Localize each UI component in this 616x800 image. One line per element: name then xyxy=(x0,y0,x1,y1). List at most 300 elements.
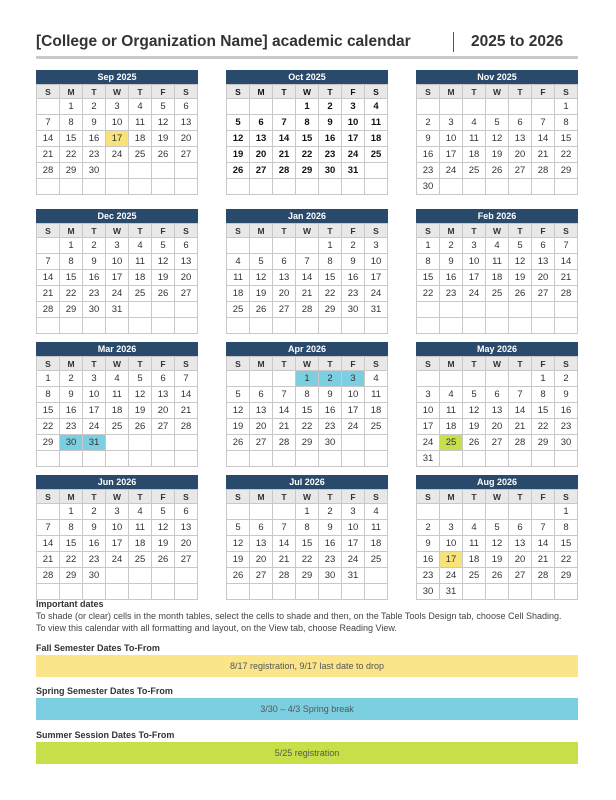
day-cell[interactable]: 24 xyxy=(463,286,486,302)
day-cell[interactable]: 4 xyxy=(440,387,463,403)
day-cell[interactable] xyxy=(509,179,532,195)
day-cell[interactable]: 30 xyxy=(60,435,83,451)
day-cell[interactable]: 27 xyxy=(532,286,555,302)
day-cell[interactable]: 27 xyxy=(273,302,296,318)
day-cell[interactable]: 4 xyxy=(129,238,152,254)
day-cell[interactable]: 13 xyxy=(273,270,296,286)
day-cell[interactable]: 11 xyxy=(486,254,509,270)
day-cell[interactable]: 29 xyxy=(555,568,578,584)
day-cell[interactable] xyxy=(250,238,273,254)
day-cell[interactable] xyxy=(60,179,83,195)
day-cell[interactable]: 26 xyxy=(152,147,175,163)
day-cell[interactable]: 3 xyxy=(365,238,388,254)
day-cell[interactable]: 23 xyxy=(319,147,342,163)
day-cell[interactable]: 10 xyxy=(83,387,106,403)
day-cell[interactable] xyxy=(129,435,152,451)
day-cell[interactable]: 22 xyxy=(319,286,342,302)
day-cell[interactable]: 6 xyxy=(250,115,273,131)
day-cell[interactable]: 2 xyxy=(83,238,106,254)
day-cell[interactable]: 8 xyxy=(296,520,319,536)
day-cell[interactable]: 31 xyxy=(440,584,463,600)
day-cell[interactable]: 16 xyxy=(60,403,83,419)
day-cell[interactable] xyxy=(175,435,198,451)
day-cell[interactable] xyxy=(486,371,509,387)
day-cell[interactable]: 9 xyxy=(342,254,365,270)
day-cell[interactable]: 8 xyxy=(296,115,319,131)
day-cell[interactable] xyxy=(152,318,175,334)
day-cell[interactable]: 4 xyxy=(365,504,388,520)
day-cell[interactable]: 6 xyxy=(509,520,532,536)
day-cell[interactable]: 30 xyxy=(417,584,440,600)
day-cell[interactable] xyxy=(250,451,273,467)
day-cell[interactable]: 25 xyxy=(486,286,509,302)
day-cell[interactable] xyxy=(532,99,555,115)
day-cell[interactable] xyxy=(486,302,509,318)
day-cell[interactable]: 29 xyxy=(60,163,83,179)
day-cell[interactable]: 9 xyxy=(319,387,342,403)
day-cell[interactable]: 20 xyxy=(175,131,198,147)
day-cell[interactable] xyxy=(37,504,60,520)
day-cell[interactable]: 21 xyxy=(37,147,60,163)
day-cell[interactable] xyxy=(365,451,388,467)
day-cell[interactable] xyxy=(273,179,296,195)
day-cell[interactable]: 23 xyxy=(555,419,578,435)
day-cell[interactable]: 7 xyxy=(296,254,319,270)
day-cell[interactable]: 11 xyxy=(440,403,463,419)
day-cell[interactable]: 25 xyxy=(129,147,152,163)
day-cell[interactable]: 18 xyxy=(106,403,129,419)
day-cell[interactable]: 22 xyxy=(37,419,60,435)
day-cell[interactable]: 19 xyxy=(250,286,273,302)
summer-session-band[interactable]: 5/25 registration xyxy=(36,742,578,764)
day-cell[interactable] xyxy=(365,318,388,334)
day-cell[interactable]: 2 xyxy=(440,238,463,254)
day-cell[interactable]: 6 xyxy=(532,238,555,254)
day-cell[interactable]: 31 xyxy=(417,451,440,467)
day-cell[interactable]: 27 xyxy=(152,419,175,435)
day-cell[interactable] xyxy=(175,568,198,584)
day-cell[interactable]: 12 xyxy=(152,520,175,536)
day-cell[interactable]: 25 xyxy=(365,552,388,568)
spring-semester-band[interactable]: 3/30 – 4/3 Spring break xyxy=(36,698,578,720)
day-cell[interactable]: 17 xyxy=(342,403,365,419)
day-cell[interactable]: 11 xyxy=(106,387,129,403)
day-cell[interactable] xyxy=(83,451,106,467)
day-cell[interactable] xyxy=(273,238,296,254)
day-cell[interactable]: 14 xyxy=(509,403,532,419)
day-cell[interactable] xyxy=(227,99,250,115)
day-cell[interactable]: 8 xyxy=(37,387,60,403)
day-cell[interactable]: 4 xyxy=(129,99,152,115)
day-cell[interactable] xyxy=(152,435,175,451)
day-cell[interactable]: 10 xyxy=(365,254,388,270)
day-cell[interactable]: 8 xyxy=(417,254,440,270)
day-cell[interactable]: 29 xyxy=(60,568,83,584)
day-cell[interactable]: 17 xyxy=(342,131,365,147)
day-cell[interactable]: 24 xyxy=(417,435,440,451)
day-cell[interactable] xyxy=(486,318,509,334)
day-cell[interactable]: 29 xyxy=(319,302,342,318)
day-cell[interactable]: 20 xyxy=(175,536,198,552)
day-cell[interactable]: 15 xyxy=(60,270,83,286)
day-cell[interactable] xyxy=(37,238,60,254)
day-cell[interactable]: 24 xyxy=(83,419,106,435)
day-cell[interactable]: 13 xyxy=(175,520,198,536)
day-cell[interactable]: 12 xyxy=(129,387,152,403)
day-cell[interactable]: 17 xyxy=(106,270,129,286)
day-cell[interactable] xyxy=(509,99,532,115)
day-cell[interactable]: 15 xyxy=(319,270,342,286)
day-cell[interactable]: 23 xyxy=(417,568,440,584)
day-cell[interactable] xyxy=(319,179,342,195)
day-cell[interactable]: 8 xyxy=(532,387,555,403)
day-cell[interactable]: 25 xyxy=(129,286,152,302)
day-cell[interactable]: 2 xyxy=(83,504,106,520)
day-cell[interactable] xyxy=(227,238,250,254)
day-cell[interactable]: 8 xyxy=(60,254,83,270)
day-cell[interactable]: 9 xyxy=(417,536,440,552)
day-cell[interactable]: 13 xyxy=(509,131,532,147)
day-cell[interactable]: 23 xyxy=(440,286,463,302)
day-cell[interactable]: 3 xyxy=(106,504,129,520)
day-cell[interactable]: 3 xyxy=(83,371,106,387)
day-cell[interactable]: 15 xyxy=(555,536,578,552)
day-cell[interactable] xyxy=(175,163,198,179)
day-cell[interactable]: 12 xyxy=(152,115,175,131)
day-cell[interactable]: 31 xyxy=(342,568,365,584)
day-cell[interactable]: 27 xyxy=(250,163,273,179)
day-cell[interactable]: 23 xyxy=(342,286,365,302)
day-cell[interactable] xyxy=(60,318,83,334)
day-cell[interactable]: 28 xyxy=(296,302,319,318)
day-cell[interactable]: 1 xyxy=(60,238,83,254)
day-cell[interactable]: 26 xyxy=(463,435,486,451)
day-cell[interactable]: 18 xyxy=(365,536,388,552)
day-cell[interactable]: 10 xyxy=(106,115,129,131)
day-cell[interactable] xyxy=(486,504,509,520)
day-cell[interactable]: 16 xyxy=(555,403,578,419)
day-cell[interactable] xyxy=(509,302,532,318)
day-cell[interactable]: 31 xyxy=(342,163,365,179)
day-cell[interactable]: 10 xyxy=(440,131,463,147)
day-cell[interactable] xyxy=(129,163,152,179)
day-cell[interactable]: 5 xyxy=(129,371,152,387)
day-cell[interactable]: 4 xyxy=(463,115,486,131)
day-cell[interactable]: 7 xyxy=(273,115,296,131)
day-cell[interactable]: 8 xyxy=(60,520,83,536)
day-cell[interactable]: 1 xyxy=(37,371,60,387)
day-cell[interactable]: 19 xyxy=(152,270,175,286)
day-cell[interactable]: 31 xyxy=(106,302,129,318)
day-cell[interactable]: 17 xyxy=(83,403,106,419)
day-cell[interactable]: 10 xyxy=(417,403,440,419)
day-cell[interactable] xyxy=(532,302,555,318)
day-cell[interactable]: 12 xyxy=(463,403,486,419)
day-cell[interactable]: 20 xyxy=(486,419,509,435)
day-cell[interactable]: 7 xyxy=(509,387,532,403)
day-cell[interactable]: 16 xyxy=(417,552,440,568)
day-cell[interactable]: 7 xyxy=(37,520,60,536)
day-cell[interactable]: 22 xyxy=(296,147,319,163)
day-cell[interactable]: 8 xyxy=(296,387,319,403)
day-cell[interactable]: 18 xyxy=(227,286,250,302)
day-cell[interactable]: 19 xyxy=(227,552,250,568)
day-cell[interactable]: 27 xyxy=(175,552,198,568)
day-cell[interactable]: 22 xyxy=(532,419,555,435)
day-cell[interactable]: 9 xyxy=(83,115,106,131)
day-cell[interactable]: 2 xyxy=(83,99,106,115)
day-cell[interactable]: 2 xyxy=(555,371,578,387)
day-cell[interactable]: 23 xyxy=(60,419,83,435)
day-cell[interactable]: 27 xyxy=(175,286,198,302)
day-cell[interactable]: 14 xyxy=(273,536,296,552)
day-cell[interactable] xyxy=(37,99,60,115)
day-cell[interactable]: 9 xyxy=(319,520,342,536)
day-cell[interactable] xyxy=(463,371,486,387)
day-cell[interactable]: 30 xyxy=(83,302,106,318)
day-cell[interactable] xyxy=(532,451,555,467)
day-cell[interactable]: 27 xyxy=(175,147,198,163)
day-cell[interactable]: 30 xyxy=(342,302,365,318)
day-cell[interactable] xyxy=(227,179,250,195)
day-cell[interactable]: 6 xyxy=(250,387,273,403)
day-cell[interactable]: 22 xyxy=(296,552,319,568)
day-cell[interactable]: 24 xyxy=(440,163,463,179)
day-cell[interactable]: 13 xyxy=(175,115,198,131)
day-cell[interactable]: 13 xyxy=(152,387,175,403)
day-cell[interactable]: 14 xyxy=(37,131,60,147)
day-cell[interactable]: 14 xyxy=(37,536,60,552)
day-cell[interactable] xyxy=(463,179,486,195)
day-cell[interactable]: 8 xyxy=(60,115,83,131)
day-cell[interactable]: 22 xyxy=(417,286,440,302)
day-cell[interactable] xyxy=(417,371,440,387)
day-cell[interactable]: 21 xyxy=(532,552,555,568)
day-cell[interactable]: 24 xyxy=(342,552,365,568)
day-cell[interactable]: 14 xyxy=(175,387,198,403)
day-cell[interactable]: 3 xyxy=(106,238,129,254)
day-cell[interactable] xyxy=(227,371,250,387)
day-cell[interactable]: 20 xyxy=(175,270,198,286)
day-cell[interactable] xyxy=(106,318,129,334)
day-cell[interactable]: 7 xyxy=(532,115,555,131)
day-cell[interactable]: 4 xyxy=(486,238,509,254)
day-cell[interactable]: 14 xyxy=(273,131,296,147)
day-cell[interactable]: 17 xyxy=(440,147,463,163)
day-cell[interactable]: 28 xyxy=(532,568,555,584)
day-cell[interactable]: 30 xyxy=(319,568,342,584)
day-cell[interactable]: 12 xyxy=(227,131,250,147)
day-cell[interactable]: 2 xyxy=(417,115,440,131)
day-cell[interactable] xyxy=(463,504,486,520)
day-cell[interactable]: 28 xyxy=(37,568,60,584)
day-cell[interactable]: 21 xyxy=(175,403,198,419)
day-cell[interactable] xyxy=(440,302,463,318)
day-cell[interactable] xyxy=(129,568,152,584)
day-cell[interactable]: 10 xyxy=(106,520,129,536)
day-cell[interactable]: 5 xyxy=(152,504,175,520)
day-cell[interactable]: 8 xyxy=(319,254,342,270)
day-cell[interactable] xyxy=(342,451,365,467)
day-cell[interactable] xyxy=(365,435,388,451)
day-cell[interactable] xyxy=(152,179,175,195)
day-cell[interactable]: 6 xyxy=(152,371,175,387)
day-cell[interactable]: 31 xyxy=(83,435,106,451)
day-cell[interactable]: 18 xyxy=(463,147,486,163)
day-cell[interactable] xyxy=(463,99,486,115)
day-cell[interactable]: 24 xyxy=(365,286,388,302)
day-cell[interactable]: 24 xyxy=(342,419,365,435)
day-cell[interactable] xyxy=(175,302,198,318)
day-cell[interactable]: 1 xyxy=(296,371,319,387)
day-cell[interactable] xyxy=(417,302,440,318)
day-cell[interactable] xyxy=(175,451,198,467)
day-cell[interactable] xyxy=(273,371,296,387)
day-cell[interactable]: 9 xyxy=(555,387,578,403)
day-cell[interactable]: 28 xyxy=(37,163,60,179)
day-cell[interactable]: 6 xyxy=(175,99,198,115)
day-cell[interactable]: 29 xyxy=(60,302,83,318)
day-cell[interactable]: 17 xyxy=(106,536,129,552)
day-cell[interactable]: 26 xyxy=(152,286,175,302)
day-cell[interactable] xyxy=(273,99,296,115)
day-cell[interactable]: 28 xyxy=(273,435,296,451)
day-cell[interactable]: 1 xyxy=(532,371,555,387)
day-cell[interactable]: 3 xyxy=(342,504,365,520)
day-cell[interactable]: 21 xyxy=(296,286,319,302)
day-cell[interactable]: 8 xyxy=(555,115,578,131)
day-cell[interactable]: 18 xyxy=(129,131,152,147)
day-cell[interactable]: 2 xyxy=(417,520,440,536)
day-cell[interactable] xyxy=(555,302,578,318)
day-cell[interactable]: 6 xyxy=(175,504,198,520)
day-cell[interactable]: 15 xyxy=(60,536,83,552)
day-cell[interactable] xyxy=(555,451,578,467)
day-cell[interactable]: 19 xyxy=(152,131,175,147)
day-cell[interactable]: 28 xyxy=(555,286,578,302)
day-cell[interactable]: 30 xyxy=(319,435,342,451)
day-cell[interactable]: 15 xyxy=(296,403,319,419)
day-cell[interactable]: 22 xyxy=(60,147,83,163)
day-cell[interactable]: 22 xyxy=(60,552,83,568)
day-cell[interactable]: 7 xyxy=(273,387,296,403)
day-cell[interactable]: 25 xyxy=(365,419,388,435)
day-cell[interactable]: 28 xyxy=(273,163,296,179)
day-cell[interactable]: 17 xyxy=(417,419,440,435)
day-cell[interactable]: 9 xyxy=(440,254,463,270)
day-cell[interactable]: 11 xyxy=(227,270,250,286)
day-cell[interactable]: 5 xyxy=(250,254,273,270)
day-cell[interactable]: 18 xyxy=(129,270,152,286)
day-cell[interactable]: 17 xyxy=(440,552,463,568)
day-cell[interactable]: 14 xyxy=(296,270,319,286)
day-cell[interactable]: 16 xyxy=(83,131,106,147)
day-cell[interactable]: 24 xyxy=(106,286,129,302)
day-cell[interactable]: 24 xyxy=(106,147,129,163)
day-cell[interactable]: 13 xyxy=(175,254,198,270)
day-cell[interactable]: 29 xyxy=(532,435,555,451)
day-cell[interactable]: 22 xyxy=(296,419,319,435)
day-cell[interactable]: 23 xyxy=(319,552,342,568)
day-cell[interactable]: 10 xyxy=(342,387,365,403)
day-cell[interactable]: 4 xyxy=(365,371,388,387)
day-cell[interactable]: 11 xyxy=(365,520,388,536)
day-cell[interactable]: 25 xyxy=(440,435,463,451)
day-cell[interactable] xyxy=(440,99,463,115)
day-cell[interactable] xyxy=(509,451,532,467)
day-cell[interactable]: 30 xyxy=(319,163,342,179)
day-cell[interactable]: 1 xyxy=(296,504,319,520)
day-cell[interactable]: 12 xyxy=(486,536,509,552)
day-cell[interactable]: 20 xyxy=(152,403,175,419)
day-cell[interactable]: 3 xyxy=(417,387,440,403)
day-cell[interactable]: 26 xyxy=(486,163,509,179)
day-cell[interactable] xyxy=(440,451,463,467)
day-cell[interactable]: 5 xyxy=(152,99,175,115)
day-cell[interactable]: 14 xyxy=(273,403,296,419)
day-cell[interactable]: 15 xyxy=(296,131,319,147)
day-cell[interactable] xyxy=(365,163,388,179)
day-cell[interactable] xyxy=(417,318,440,334)
day-cell[interactable]: 10 xyxy=(342,115,365,131)
day-cell[interactable] xyxy=(440,179,463,195)
day-cell[interactable] xyxy=(175,318,198,334)
day-cell[interactable] xyxy=(417,99,440,115)
day-cell[interactable]: 28 xyxy=(175,419,198,435)
day-cell[interactable]: 25 xyxy=(227,302,250,318)
day-cell[interactable] xyxy=(555,179,578,195)
day-cell[interactable]: 5 xyxy=(227,520,250,536)
day-cell[interactable]: 21 xyxy=(273,419,296,435)
day-cell[interactable]: 28 xyxy=(273,568,296,584)
day-cell[interactable]: 23 xyxy=(319,419,342,435)
day-cell[interactable]: 6 xyxy=(486,387,509,403)
day-cell[interactable]: 7 xyxy=(37,115,60,131)
day-cell[interactable]: 21 xyxy=(555,270,578,286)
day-cell[interactable]: 21 xyxy=(37,552,60,568)
day-cell[interactable]: 9 xyxy=(319,115,342,131)
day-cell[interactable] xyxy=(296,238,319,254)
day-cell[interactable]: 12 xyxy=(486,131,509,147)
day-cell[interactable] xyxy=(486,451,509,467)
day-cell[interactable]: 27 xyxy=(250,568,273,584)
day-cell[interactable] xyxy=(129,451,152,467)
fall-semester-band[interactable]: 8/17 registration, 9/17 last date to drop xyxy=(36,655,578,677)
day-cell[interactable]: 16 xyxy=(417,147,440,163)
day-cell[interactable]: 3 xyxy=(463,238,486,254)
day-cell[interactable]: 12 xyxy=(250,270,273,286)
day-cell[interactable]: 27 xyxy=(509,568,532,584)
day-cell[interactable] xyxy=(486,99,509,115)
day-cell[interactable]: 13 xyxy=(532,254,555,270)
day-cell[interactable]: 1 xyxy=(555,504,578,520)
day-cell[interactable]: 20 xyxy=(250,419,273,435)
day-cell[interactable] xyxy=(532,318,555,334)
day-cell[interactable]: 10 xyxy=(463,254,486,270)
day-cell[interactable]: 12 xyxy=(509,254,532,270)
day-cell[interactable] xyxy=(319,451,342,467)
day-cell[interactable]: 27 xyxy=(509,163,532,179)
day-cell[interactable]: 19 xyxy=(227,419,250,435)
day-cell[interactable] xyxy=(106,163,129,179)
day-cell[interactable]: 29 xyxy=(296,435,319,451)
day-cell[interactable]: 3 xyxy=(342,371,365,387)
day-cell[interactable]: 30 xyxy=(83,568,106,584)
day-cell[interactable]: 16 xyxy=(440,270,463,286)
day-cell[interactable]: 4 xyxy=(365,99,388,115)
day-cell[interactable]: 14 xyxy=(555,254,578,270)
day-cell[interactable] xyxy=(106,435,129,451)
